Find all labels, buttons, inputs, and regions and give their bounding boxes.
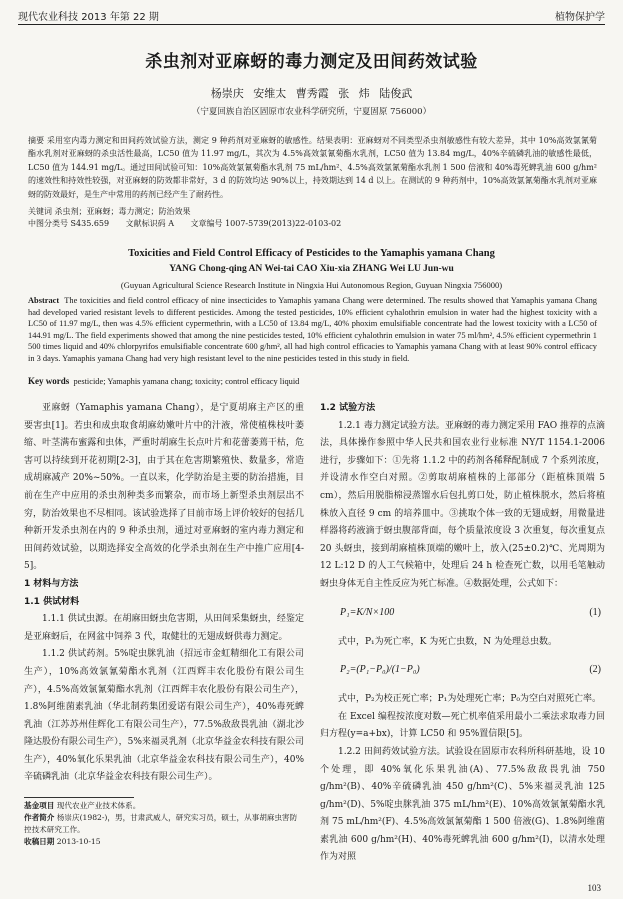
page-number: 103 (587, 883, 601, 893)
header-rule (18, 24, 605, 25)
fund-label: 基金项目 (24, 801, 55, 810)
body-paragraph: 在 Excel 编程按浓度对数—死亡机率值采用最小二乘法求取毒力回归方程(y=a+bx)，计算 LC50 和 95%置信限[5]。 (320, 711, 605, 740)
english-keywords (28, 376, 597, 386)
body-paragraph: 式中，P₂为校正死亡率；P₁为处理死亡率；P₀为空白对照死亡率。 (338, 694, 601, 705)
footnote-rule (24, 797, 134, 798)
english-abstract (28, 295, 597, 365)
keywords-label: Key words (28, 376, 70, 386)
journal-issue: 现代农业科技 2013 年第 22 期 (18, 12, 159, 23)
body-right-column (320, 400, 605, 867)
equation (320, 657, 605, 685)
body-paragraph: 亚麻蚜（Yamaphis yamana Chang），是宁夏胡麻主产区的重要害虫[1]。若虫和成虫取食胡麻幼嫩叶片中的汁液，常使植株枝叶萎缩、叶茎满布蜜露和虫体，严重时胡麻生长点叶片和花蕾萎蔫干枯，危害可以持续到开花初期[2-3]，由于其在危害期繁殖快、数量多，常造成胡麻减产 20%~50%。一直以来，化学防治是主要的防治措施，目前在生产中应用的杀虫剂种类多而繁杂，而市场上新型杀虫剂层出不穷，防治效果也不尽相同。该试验选择了目前市场上评价较好的包括几种新开发杀虫剂在内的 9 种杀虫剂，通过对亚麻蚜的室内毒力测定和田间药效试验，以期选择安全高效的化学杀虫剂在生产中推广应用[4-5]。 (24, 403, 304, 572)
fund-text: 现代农业产业技术体系。 (56, 801, 141, 810)
body-paragraph: 式中，P₁为死亡率，K 为死亡虫数，N 为处理总虫数。 (338, 636, 557, 647)
equation (320, 600, 605, 628)
body-paragraph: 1.1.2 供试药剂。5%啶虫脒乳油（招远市金虹精细化工有限公司生产），10%高效氯氰菊酯水乳剂（江西辉丰农化股份有限公司生产），4.5%高效氯氰菊酯水乳剂（江西辉丰农化股份有限公司生产），1.8%阿维菌素乳油（华北制药集团爱诺有限公司生产），40%毒死蜱乳油（江苏苏州佳辉化工有限公司生产），77.5%敌敌畏乳油（湖北沙隆达股份有限公司生产），5%来福灵乳剂（北京华益金农科技有限公司生产），40%氧化乐果乳油（北京华益金农科技有限公司生产），40%辛硫磷乳油（北京华益金农科技有限公司生产）。 (24, 649, 304, 783)
body-paragraph: 1.1.1 供试虫源。在胡麻田蚜虫危害期，从田间采集蚜虫，经鉴定是亚麻蚜后，在网盆中饲养 3 代，取健壮的无翅成蚜供毒力测定。 (24, 614, 304, 642)
author-bio-text: 杨崇庆(1982-)，男，甘肃武威人，研究实习员，硕士，从事胡麻虫害防控技术研究工作。 (24, 813, 298, 834)
english-authors: YANG Chong-qing AN Wei-tai CAO Xiu-xia ZHANG Wei LU Jun-wu (169, 264, 454, 274)
received-label: 收稿日期 (24, 837, 55, 846)
english-keywords-text: pesticide; Yamaphis yamana chang; toxicity; control efficacy liquid (73, 377, 300, 386)
abstract-label: Abstract (28, 296, 60, 305)
equation-number: (1) (589, 606, 601, 618)
paper-title: 杀虫剂对亚麻蚜的毒力测定及田间药效试验 (145, 52, 478, 72)
body-paragraph: 1.2.2 田间药效试验方法。试验设在固原市农科所科研基地，设 10 个处理，即 40%氧化乐果乳油(A)、77.5%敌敌畏乳油 750 g/hm²(B)、40%辛硫磷乳油 450 g/hm²(C)、5%来福灵乳油 125 g/hm²(D)、5%啶虫脒乳油 375 mL/hm²(E)、10%高效氯氰菊酯水乳剂 75 mL/hm²(F)、4.5%高效氯氰菊酯 1 500 倍液(G)、1.8%阿维菌素乳油 600 g/hm²(H)、40%毒死蜱乳油 600 g/hm²(I)，以清水处理作为对照 (320, 746, 605, 863)
body-paragraph: 1.2.1 毒力测定试验方法。亚麻蚜的毒力测定采用 FAO 推荐的点滴法，具体操作参照中华人民共和国农业行业标准 NY/T 1154.1-2006 进行，步骤如下：①先将 1.1.2 中的药剂各稀释配制成 7 个系列浓度，并设清水作空白对照。②剪取胡麻植株的上部部分（距植株顶端 5 cm），然后用脱脂棉浸蒸馏水后包扎剪口处，防止植株脱水，然后将植株放入直径 9 cm 的培养皿中。③挑取个体一致的无翅成蚜，用微量进样器将药液滴于蚜虫腹部背面，每个质量浓度设 3 次重复，每次重复点 20 头蚜虫，接到胡麻植株顶端的嫩叶上，放入(25±0.2)℃、光周期为 12 L:12 D 的人工气候箱中，处理后 24 h 检查死亡数，以用毛笔触动蚜虫身体无自主性反应为死亡标准。④数据处理，公式如下： (320, 420, 605, 589)
document-code: 文献标识码 A (125, 219, 174, 228)
category-label: 植物保护学 (555, 12, 605, 23)
clc-number: 中图分类号 S435.659 (28, 219, 110, 228)
equation-formula: P₂=(P₁−P₀)/(1−P₀) (340, 664, 420, 676)
section-heading: 1 材料与方法 (24, 578, 79, 589)
affiliation: （宁夏回族自治区固原市农业科学研究所，宁夏固原 756000） (191, 107, 432, 117)
keywords-cn: 关键词 杀虫剂；亚麻蚜；毒力测定；防治效果 (28, 207, 191, 216)
author-bio-label: 作者简介 (24, 813, 55, 822)
equation-number: (2) (589, 664, 601, 676)
body-left-column (24, 400, 304, 787)
equation-formula: P₁=K/N×100 (340, 606, 395, 618)
english-affiliation: (Guyuan Agricultural Science Research Institute in Ningxia Hui Autonomous Region, Guyuan Ningxia 756000) (120, 280, 503, 290)
running-header (18, 6, 605, 24)
abstract-cn: 摘要 采用室内毒力测定和田间药效试验方法，测定 9 种药剂对亚麻蚜的敏感性。结果表明：亚麻蚜对不同类型杀虫剂敏感性有较大差异，其中 10%高效氯氰菊酯水乳剂对亚麻蚜的杀虫活性最高，LC50 值为 11.97 mg/L，其次为 4.5%高效氯氰菊酯水乳剂，LC50 值为 13.84 mg/L，40%辛硫磷乳油的敏感性最低，LC50 值为 144.91 mg/L。通过田间试验可知：10%高效氯氰菊酯水乳剂 75 mL/hm²、4.5%高效氯氰菊酯水乳剂 1 500 倍液和 40%毒死蜱乳油 600 g/hm² 的速效性和持效性较强，对亚麻蚜的防效都非常好，3 d 的防效均达 90%以上，持效期达到 14 d 以上。在测试的 9 种药剂中，10%高效氯氰菊酯水乳剂对亚麻蚜的防效最好，是生产中常用的药剂已经产生了耐药性。 (28, 136, 597, 199)
classification-line (28, 218, 355, 229)
english-abstract-text: The toxicities and field control efficacy of nine insecticides to Yamaphis yamana Chang were determined. The results showed that Yamaphis yamana Chang had developed varied resistant levels to different pesticides. Among the tested pesticides, 10% efficient cyhalothrin emulsion in water had the highest toxicity with a LC50 of 11.97 mg/L, then was 4.5% efficient cypermethrin, with a LC50 of 13.84 mg/L, 40% phoxim emulsifiable concentrate had the lowest toxicity with a LC50 of 144.91 mg/L. The field experiments showed that among the nine pesticides tested, 10% efficient cyhalothrin emulsion in water 75 ml/hm², 4.5% efficient cypermethrin 1 500 times liquid and 40% chlorpyrifos emulsifiable concentrate 600 g/hm², all had high control efficacies to Yamaphis yamana Chang with at least 90% control efficacy in 3 days. Yamaphis yamana Chang had very high resistant level to the nine pesticides tested in this study in field. (28, 296, 597, 363)
received-date: 2013-10-15 (56, 837, 101, 846)
footnote (24, 800, 304, 848)
section-heading: 1.2 试验方法 (320, 403, 376, 413)
article-number: 文章编号 1007-5739(2013)22-0103-02 (190, 219, 342, 228)
english-title: Toxicities and Field Control Efficacy of Pesticides to the Yamaphis yamana Chang (128, 248, 495, 259)
section-heading: 1.1 供试材料 (24, 596, 80, 607)
author-list: 杨崇庆 安维太 曹秀霞 张 炜 陆俊武 (210, 87, 413, 100)
